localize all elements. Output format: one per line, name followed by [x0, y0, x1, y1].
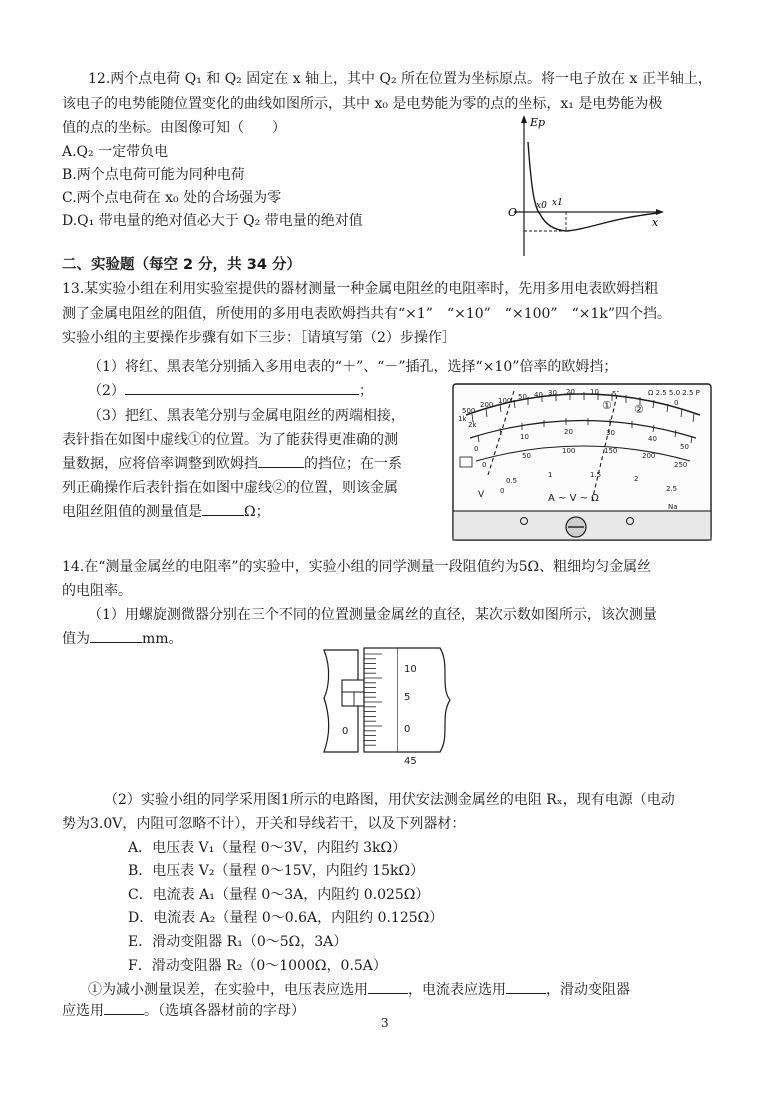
q12-line-1: 12.两个点电荷 Q₁ 和 Q₂ 固定在 x 轴上，其中 Q₂ 所在位置为坐标原点。将一电子放在 x 正半轴上， [88, 71, 712, 87]
q14-selection-line-2 [62, 1000, 305, 1022]
q13-step-3-line-3a: 量数据，应将倍率调整到欧姆挡 [62, 456, 258, 472]
q14-line-2: 的电阻率。 [62, 583, 132, 599]
dc-label-40: 40 [648, 435, 657, 443]
micrometer-figure [322, 640, 462, 767]
q14-part-1-prefix: 值为 [62, 631, 90, 647]
ohm-label-50: 50 [518, 393, 527, 401]
meter-center-label: A ~ V ~ Ω [548, 493, 599, 504]
q14-selection-line-1 [88, 979, 630, 1001]
ep-axis-label: Ep [530, 116, 546, 129]
equipment-f: F．滑动变阻器 R₂（0～1000Ω，0.5A） [128, 958, 387, 974]
q14-part-2-line-2: 势为3.0V，内阻可忽略不计），开关和导线若干，以及下列器材： [62, 816, 466, 832]
dc2-label-150: 150 [604, 447, 618, 455]
multimeter-dial [452, 383, 712, 541]
ohm-label-30: 30 [548, 389, 557, 397]
q14-part-1-line-2 [62, 628, 183, 650]
q12-option-d: D.Q₁ 带电量的绝对值必大于 Q₂ 带电量的绝对值 [62, 213, 363, 229]
dc-label-50: 50 [680, 443, 689, 451]
q12-option-b: B.两个点电荷可能为同种电荷 [62, 167, 245, 183]
dc2-label-200: 200 [642, 452, 656, 460]
dc2-label-250: 250 [674, 461, 688, 469]
q12-option-c: C.两个点电荷在 x₀ 处的合场强为零 [62, 190, 282, 206]
voltmeter-prompt: ①为减小测量误差，在实验中，电压表应选用 [88, 982, 368, 998]
ac-label-0: 0 [500, 487, 505, 495]
ohm-label-20: 20 [566, 388, 575, 396]
page-number: 3 [381, 1016, 389, 1030]
q12-line-3: 值的点的坐标。由图像可知（ ） [62, 120, 286, 136]
x1-label: x1 [552, 198, 563, 208]
thimble-label-45: 45 [404, 756, 417, 767]
dc-label-0: 0 [474, 445, 479, 453]
ammeter-prompt: ，电流表应选用 [408, 982, 506, 998]
q14-part-1-unit: mm。 [142, 631, 183, 647]
q14-line-1: 14.在“测量金属丝的电阻率”的实验中，实验小组的同学测量一段阻值约为5Ω、粗细均匀金属丝 [62, 559, 652, 575]
sleeve-zero-label: 0 [342, 726, 349, 737]
q13-step-3-line-4: 列正确操作后表针指在如图中虚线②的位置，则该金属 [62, 480, 398, 496]
equipment-d: D．电流表 A₂（量程 0～0.6A，内阻约 0.125Ω） [128, 910, 444, 926]
q14-part-1-line-1: （1）用螺旋测微器分别在三个不同的位置测量金属丝的直径，某次示数如图所示，该次测量 [88, 607, 657, 623]
ac-label-25: 2.5 [666, 485, 678, 493]
q13-multiplier-blank[interactable] [258, 453, 304, 468]
ohm-left-1k: 1k [458, 415, 467, 423]
q13-step-3-line-2: 表针指在如图中虚线①的位置。为了能获得更准确的测 [62, 432, 398, 448]
needle-mark-2: ② [634, 403, 644, 416]
ohm-label-200: 200 [480, 401, 494, 409]
x0-label: x0 [536, 201, 547, 211]
q13-line-1: 13.某实验小组在利用实验室提供的器材测量一种金属电阻丝的电阻率时，先用多用电表欧姆挡粗 [62, 281, 659, 297]
selection-note: 。（选填各器材前的字母） [144, 1003, 305, 1019]
q13-step-3-line-3 [62, 453, 402, 475]
dc-label-20: 20 [564, 428, 573, 436]
ac-label-05: 0.5 [506, 477, 518, 485]
q13-step-3-line-5b: Ω； [244, 504, 270, 520]
q13-step-1: （1）将红、黑表笔分别插入多用电表的“＋”、“－”插孔，选择“×10”倍率的欧姆挡； [88, 359, 618, 375]
ac-label-1: 1 [548, 471, 553, 479]
dc-label-30: 30 [606, 429, 615, 437]
section-2-title: 二、实验题（每空 2 分，共 34 分） [62, 257, 301, 273]
ohm-label-0: 0 [674, 399, 679, 407]
equipment-b: B．电压表 V₂（量程 0～15V，内阻约 15kΩ） [128, 863, 425, 879]
q13-line-2: 测了金属电阻丝的阻值，所使用的多用电表欧姆挡共有“×1” “×10” “×100” “×1k”四个挡。 [62, 306, 672, 322]
ohm-left-500: 500 [462, 407, 476, 415]
q13-step-2-end: ； [358, 383, 373, 399]
dc-label-10: 10 [520, 433, 529, 441]
ohm-label-5: 5 [612, 390, 617, 398]
ammeter-blank[interactable] [506, 979, 546, 994]
q13-step-3-line-5a: 电阻丝阻值的测量值是 [62, 504, 202, 520]
origin-label: O [508, 206, 518, 219]
meter-left-mark: V [478, 490, 485, 500]
micrometer-sleeve [342, 680, 364, 706]
q13-step-2 [88, 380, 373, 402]
dc2-label-100: 100 [562, 447, 576, 455]
ohm-left-2k: 2k [468, 421, 477, 429]
q13-step-3-line-5 [62, 501, 270, 523]
ohm-label-10: 10 [590, 388, 599, 396]
equipment-c: C．电流表 A₁（量程 0～3A，内阻约 0.025Ω） [128, 887, 430, 903]
thimble-label-5: 5 [404, 692, 411, 703]
needle-mark-1: ① [602, 399, 612, 412]
dc2-label-0: 0 [482, 461, 487, 469]
q12-option-a: A.Q₂ 一定带负电 [62, 144, 169, 160]
rheostat-prompt-2: 应选用 [62, 1003, 104, 1019]
voltmeter-blank[interactable] [368, 979, 408, 994]
ac-label-15: 1.5 [590, 471, 602, 479]
q12-line-2: 该电子的电势能随位置变化的曲线如图所示，其中 x₀ 是电势能为零的点的坐标，x₁ 是电势能为极 [62, 96, 663, 112]
equipment-e: E．滑动变阻器 R₁（0～5Ω，3A） [128, 934, 348, 950]
q13-step-3-line-1: （3）把红、黑表笔分别与金属电阻丝的两端相接， [88, 408, 405, 424]
thimble-label-10: 10 [404, 664, 417, 675]
q14-diameter-blank[interactable] [90, 628, 142, 643]
equipment-a: A．电压表 V₁（量程 0～3V，内阻约 3kΩ） [128, 840, 407, 856]
q13-step-2-label: （2） [88, 383, 125, 399]
rheostat-prompt: ，滑动变阻器 [546, 982, 630, 998]
meter-na-label: Na [668, 503, 678, 511]
ohm-label-40: 40 [534, 391, 543, 399]
q13-resistance-blank[interactable] [202, 501, 244, 516]
rheostat-blank[interactable] [104, 1000, 144, 1015]
x-axis-label: x [652, 216, 659, 229]
dc2-label-50: 50 [522, 452, 531, 460]
top-right-label: Ω 2.5 5.0 2.5 P [648, 389, 700, 397]
q13-step-3-line-3b: 的挡位；在一系 [304, 456, 402, 472]
potential-energy-graph [500, 112, 675, 262]
ohm-label-100: 100 [498, 397, 512, 405]
ac-label-2: 2 [634, 475, 639, 483]
q14-part-2-line-1: （2）实验小组的同学采用图1所示的电路图，用伏安法测金属丝的电阻 Rₓ，现有电源（电动 [104, 792, 675, 808]
q13-line-3: 实验小组的主要操作步骤有如下三步：［请填写第（2）步操作］ [62, 330, 456, 346]
thimble-label-0: 0 [404, 724, 411, 735]
q13-step-2-blank[interactable] [125, 380, 359, 395]
